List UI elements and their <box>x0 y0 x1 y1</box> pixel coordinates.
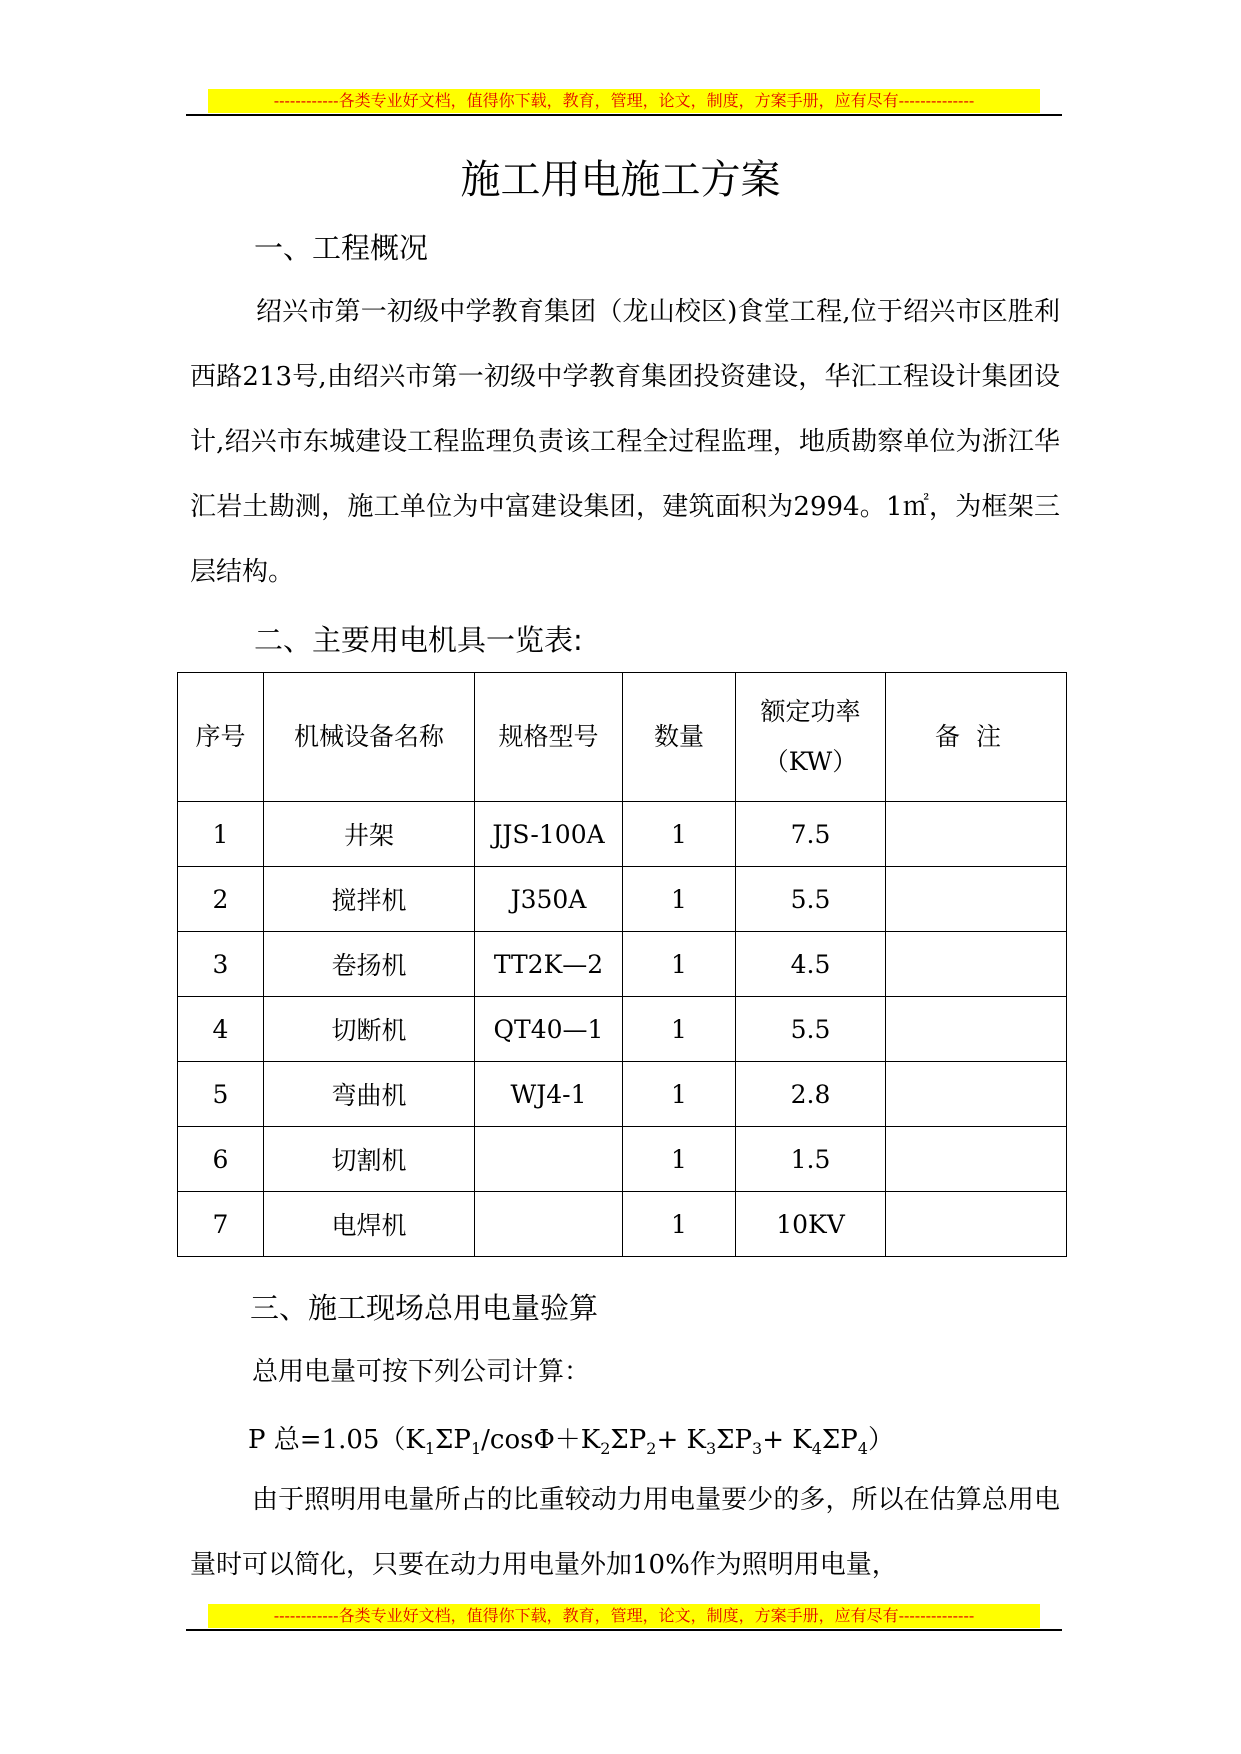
section3-heading: 三、施工现场总用电量验算 <box>250 1291 599 1325</box>
cell-qty: 1 <box>623 997 736 1062</box>
cell-remark <box>886 1062 1067 1127</box>
formula-k1: 1 <box>424 1439 436 1459</box>
cell-model <box>475 1192 623 1257</box>
table-row <box>178 1192 1067 1257</box>
formula-prefix: P 总=1.05（K <box>248 1425 425 1455</box>
formula-sum-p1: ΣP <box>435 1425 471 1455</box>
formula-sum-p4: ΣP <box>821 1425 858 1455</box>
cell-qty: 1 <box>623 802 736 867</box>
cell-remark <box>886 997 1067 1062</box>
formula-close: ） <box>867 1425 894 1455</box>
section3-body: 由于照明用电量所占的比重较动力用电量要少的多，所以在估算总用电量时可以简化，只要在动力用电量外加10%作为照明用电量， <box>190 1485 1060 1580</box>
header-rule <box>186 114 1062 116</box>
cell-qty: 1 <box>623 1127 736 1192</box>
cell-model: J350A <box>475 867 623 932</box>
section1-heading: 一、工程概况 <box>254 231 429 265</box>
cell-no: 2 <box>178 867 264 932</box>
formula-plus-k3: + K <box>656 1425 706 1455</box>
cell-power: 5.5 <box>736 997 886 1062</box>
cell-name: 切割机 <box>264 1127 475 1192</box>
formula-p3: 3 <box>752 1439 763 1459</box>
document-title: 施工用电施工方案 <box>460 157 781 203</box>
header-power <box>736 673 886 802</box>
cell-name: 井架 <box>264 802 475 867</box>
header-banner: ------------各类专业好文档，值得你下载，教育，管理，论文，制度，方案手册，应有尽有-------------- <box>208 89 1040 113</box>
formula-cos: /cosΦ＋K <box>481 1425 601 1455</box>
cell-power: 7.5 <box>736 802 886 867</box>
footer-banner: ------------各类专业好文档，值得你下载，教育，管理，论文，制度，方案手册，应有尽有-------------- <box>208 1604 1040 1628</box>
cell-model: WJ4-1 <box>475 1062 623 1127</box>
cell-name: 切断机 <box>264 997 475 1062</box>
cell-no: 5 <box>178 1062 264 1127</box>
cell-remark <box>886 802 1067 867</box>
cell-qty: 1 <box>623 1192 736 1257</box>
cell-power: 10KV <box>736 1192 886 1257</box>
table-header-row <box>178 673 1067 802</box>
header-remark: 备注 <box>886 673 1067 802</box>
cell-power: 5.5 <box>736 867 886 932</box>
cell-qty: 1 <box>623 932 736 997</box>
cell-no: 6 <box>178 1127 264 1192</box>
table-row <box>178 1062 1067 1127</box>
equipment-table <box>177 672 1067 1257</box>
header-model: 规格型号 <box>475 673 623 802</box>
header-qty: 数量 <box>623 673 736 802</box>
section3-formula <box>248 1420 894 1469</box>
cell-model: QT40—1 <box>475 997 623 1062</box>
cell-remark <box>886 1127 1067 1192</box>
header-name: 机械设备名称 <box>264 673 475 802</box>
formula-p1: 1 <box>470 1439 482 1459</box>
footer-rule <box>186 1629 1062 1631</box>
cell-name: 卷扬机 <box>264 932 475 997</box>
formula-sum-p2: ΣP <box>610 1425 647 1455</box>
cell-model: TT2K—2 <box>475 932 623 997</box>
cell-qty: 1 <box>623 1062 736 1127</box>
cell-remark <box>886 932 1067 997</box>
section2-heading: 二、主要用电机具一览表: <box>254 623 583 657</box>
cell-name: 弯曲机 <box>264 1062 475 1127</box>
formula-k4: 4 <box>811 1439 822 1459</box>
header-power-line1: 额定功率 <box>760 697 861 726</box>
formula-k3: 3 <box>705 1439 717 1459</box>
cell-no: 1 <box>178 802 264 867</box>
cell-power: 1.5 <box>736 1127 886 1192</box>
formula-sum-p3: ΣP <box>716 1425 753 1455</box>
formula-p4: 4 <box>857 1439 868 1459</box>
cell-model: JJS-100A <box>475 802 623 867</box>
header-power-line2: （KW） <box>763 747 858 776</box>
cell-no: 7 <box>178 1192 264 1257</box>
table-row <box>178 802 1067 867</box>
section3-intro: 总用电量可按下列公司计算： <box>252 1357 591 1387</box>
cell-remark <box>886 867 1067 932</box>
formula-k2: 2 <box>600 1439 611 1459</box>
header-no: 序号 <box>178 673 264 802</box>
table-row <box>178 997 1067 1062</box>
formula-plus-k4: + K <box>762 1425 812 1455</box>
cell-model <box>475 1127 623 1192</box>
table-row <box>178 932 1067 997</box>
cell-no: 4 <box>178 997 264 1062</box>
table-row <box>178 1127 1067 1192</box>
table-row <box>178 867 1067 932</box>
cell-no: 3 <box>178 932 264 997</box>
cell-name: 电焊机 <box>264 1192 475 1257</box>
cell-qty: 1 <box>623 867 736 932</box>
section1-body: 绍兴市第一初级中学教育集团（龙山校区)食堂工程,位于绍兴市区胜利西路213号,由绍兴市第一初级中学教育集团投资建设，华汇工程设计集团设计,绍兴市东城建设工程监理负责该工程全过程监理，地质勘察单位为浙江华汇岩土勘测，施工单位为中富建设集团，建筑面积为2994。1㎡，为框架三层结构。 <box>190 297 1060 587</box>
cell-remark <box>886 1192 1067 1257</box>
cell-power: 4.5 <box>736 932 886 997</box>
cell-power: 2.8 <box>736 1062 886 1127</box>
formula-p2: 2 <box>646 1439 657 1459</box>
cell-name: 搅拌机 <box>264 867 475 932</box>
